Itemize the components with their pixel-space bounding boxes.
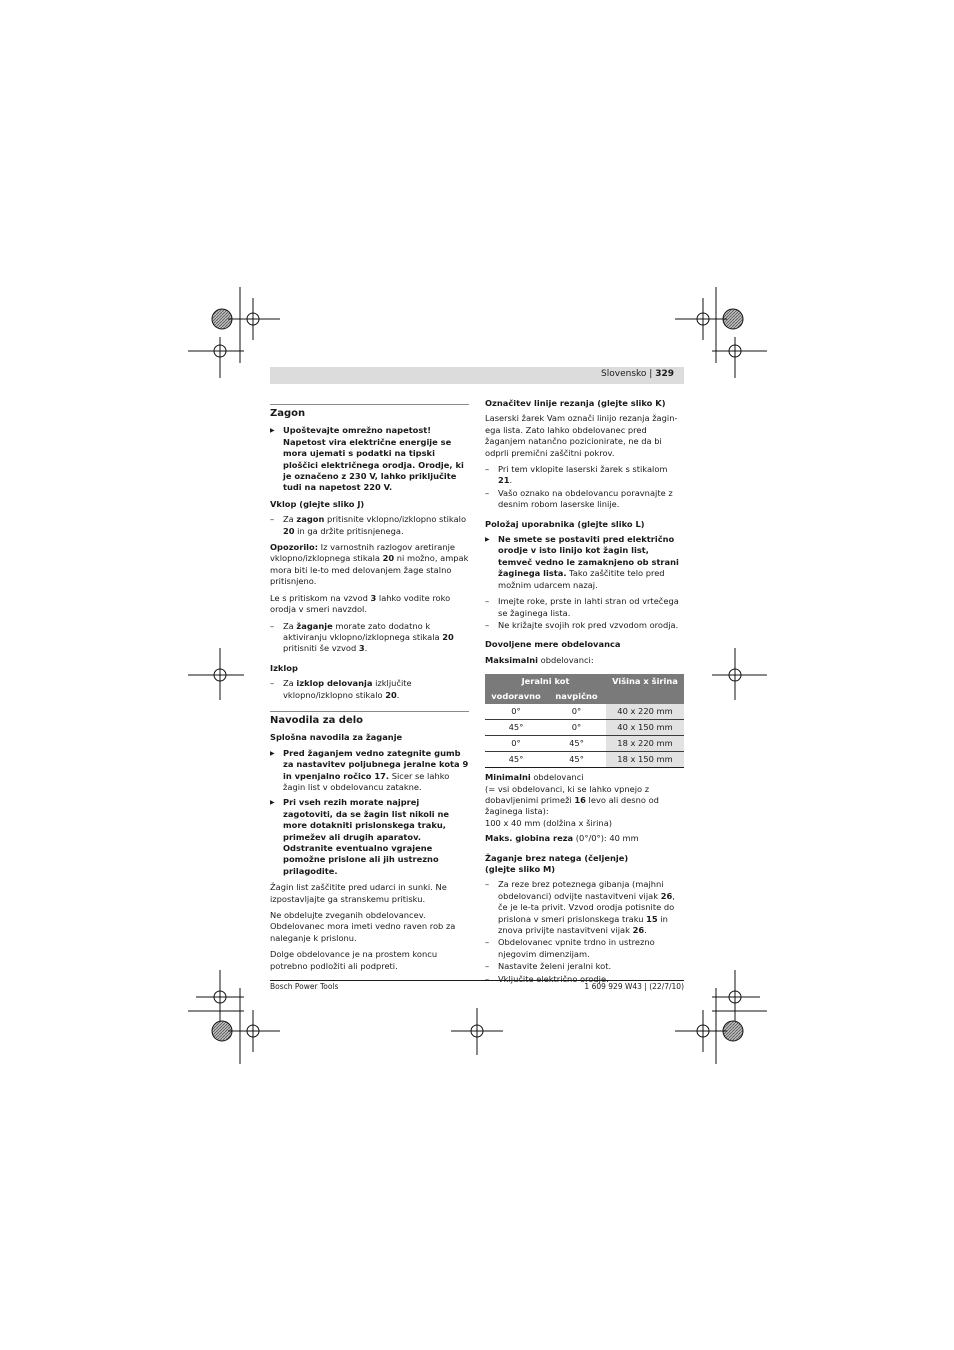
table-subhead-row <box>485 689 684 704</box>
izklop-item: – Za izklop delovanja izključite vklopno/izklopno stikalo 20. <box>270 678 469 701</box>
header-text <box>601 369 674 379</box>
table-head-empty <box>606 689 684 704</box>
vklop-item: – Za zagon pritisnite vklopno/izklopno stikalo 20 in ga držite pritisnjenega. <box>270 514 469 537</box>
table-row <box>485 752 684 768</box>
cell-vertical: 45° <box>547 752 606 768</box>
cell-vertical: 0° <box>547 720 606 736</box>
header-language: Slovensko <box>601 369 647 379</box>
paragraph-dolge: Dolge obdelovance je na prostem koncu potrebno podložiti ali podpreti. <box>270 949 438 971</box>
cell-horizontal: 0° <box>485 736 547 752</box>
warning-voltage: ▶ Upoštevajte omrežno napetost! Napetost vira električne energije se mora ujemati s podatki na tipski ploščici električnega orodja. Orodje, ki je označeno z 230 V, lahko priključite tudi na napetost 220 V. <box>270 425 469 493</box>
table-row <box>485 736 684 752</box>
table-head-row <box>485 674 684 689</box>
cell-size: 18 x 150 mm <box>606 752 684 768</box>
dimensions-table <box>485 674 684 768</box>
dash-kot: – Nastavite želeni jeralni kot. <box>485 961 684 972</box>
zaganje-item: – Za žaganje morate zato dodatno k aktiviranju vklopno/izklopnega stikala 20 pritisniti še vzvod 3. <box>270 621 469 655</box>
dash-laser-on: – Pri tem vklopite laserski žarek s stikalom 21. <box>485 464 684 487</box>
section-title-navodila: Navodila za delo <box>270 711 469 726</box>
page-header <box>270 367 684 384</box>
right-column <box>485 398 684 990</box>
paragraph-zascitite: Žagin list zaščitite pred udarci in sunki. Ne izpostavljajte ga stranskemu pritisku. <box>270 882 447 904</box>
cell-horizontal: 45° <box>485 720 547 736</box>
left-column <box>270 404 469 977</box>
dash-vijak: – Za reze brez poteznega gibanja (majhni obdelovanci) odvijte nastavitveni vijak 26, če je le-ta privit. Vzvod orodja potisnite do prislona v smeri prislonskega traku 15 in znova privijte nastavitveni vijak 26. <box>485 879 684 936</box>
dash-hands: – Imejte roke, prste in lahti stran od vrtečega se žaginega lista. <box>485 596 684 619</box>
footer-brand: Bosch Power Tools <box>270 982 339 991</box>
table-head-size: Višina x širina <box>606 674 684 689</box>
header-separator: | <box>649 369 653 379</box>
cell-size: 18 x 220 mm <box>606 736 684 752</box>
bullet-polozaj: ▶ Ne smete se postaviti pred električno orodje v isto linijo kot žagin list, temveč vedno le zamaknjeno ob strani žaginega lista. Tako zaščitite telo pred možnim udarcem nazaj. <box>485 534 684 591</box>
pritisk-paragraph: Le s pritiskom na vzvod 3 lahko vodite roko orodja v smeri navzdol. <box>270 592 451 615</box>
subtitle-splosna: Splošna navodila za žaganje <box>270 732 403 743</box>
bullet-zategnite: ▶ Pred žaganjem vedno zategnite gumb za nastavitev poljubnega jeralne kota 9 in vpenjalno ročico 17. Sicer se lahko žagin list v obdelovancu zatakne. <box>270 748 469 794</box>
footer-divider <box>270 980 684 981</box>
table-row <box>485 720 684 736</box>
oznacitev-list <box>485 464 684 511</box>
polozaj-dashes <box>485 596 684 631</box>
zaganje-list <box>270 621 469 655</box>
subtitle-izklop: Izklop <box>270 662 298 673</box>
table-head-angle: Jeralni kot <box>485 674 606 689</box>
zagon-warnings <box>270 425 469 493</box>
subtitle-oznacitev: Označitev linije rezanja (glejte sliko K) <box>485 398 666 408</box>
cell-vertical: 45° <box>547 736 606 752</box>
dash-vkljucite: – Vključite električno orodje. <box>485 974 684 985</box>
paragraph-minimalni: Minimalni obdelovanci (= vsi obdelovanci, ki se lahko vpnejo z dobavljenimi primeži 16 levo ali desno od žaginega lista): 100 x 40 mm (dolžina x širina) <box>485 772 659 828</box>
bullet-rezi: ▶ Pri vseh rezih morate najprej zagotoviti, da se žagin list nikoli ne more dotakniti prislonskega traku, primežev ali drugih aparatov. Odstranite eventualno vgrajene pomožne prislone ali jih ustrezno prilagodite. <box>270 797 469 877</box>
cell-size: 40 x 220 mm <box>606 704 684 720</box>
zaganje-brez-list <box>485 879 684 985</box>
paragraph-oznacitev: Laserski žarek Vam označi linijo rezanja žaginega lista. Zato lahko obdelovanec pred žaganjem natančno pozicionirate, ne da bi odprli premični zaščitni pokrov. <box>485 413 678 458</box>
dash-align: – Vašo oznako na obdelovancu poravnajte z desnim robom laserske linije. <box>485 488 684 511</box>
dash-vpnite: – Obdelovanec vpnite trdno in ustrezno njegovim dimenzijam. <box>485 937 684 960</box>
dash-arms: – Ne križajte svojih rok pred vzvodom orodja. <box>485 620 684 631</box>
subtitle-vklop: Vklop (glejte sliko J) <box>270 498 365 509</box>
table-head-horizontal: vodoravno <box>485 689 547 704</box>
splosna-bullets <box>270 748 469 877</box>
izklop-list <box>270 678 469 701</box>
subtitle-zaganje-brez: Žaganje brez nategа (čeljenje) (glejte sliko M) <box>485 852 629 874</box>
page-number: 329 <box>655 369 674 379</box>
paragraph-maksimalni: Maksimalni obdelovanci: <box>485 654 594 665</box>
paragraph-globina: Maks. globina reza (0°/0°): 40 mm <box>485 833 639 844</box>
subtitle-dovoljene: Dovoljene mere obdelovanca <box>485 639 621 650</box>
table-row <box>485 704 684 720</box>
section-title-zagon: Zagon <box>270 404 469 419</box>
vklop-list <box>270 514 469 537</box>
cell-size: 40 x 150 mm <box>606 720 684 736</box>
subtitle-polozaj: Položaj uporabnika (glejte sliko L) <box>485 518 645 529</box>
table-head-vertical: navpično <box>547 689 606 704</box>
cell-vertical: 0° <box>547 704 606 720</box>
footer-code: 1 609 929 W43 | (22/7/10) <box>584 982 684 991</box>
cell-horizontal: 45° <box>485 752 547 768</box>
paragraph-zveganih: Ne obdelujte zveganih obdelovancev. Obdelovanec mora imeti vedno raven rob za naleganje k prislonu. <box>270 910 456 943</box>
cell-horizontal: 0° <box>485 704 547 720</box>
polozaj-bullets <box>485 534 684 591</box>
opozorilo-paragraph: Opozorilo: Iz varnostnih razlogov aretiranje vklopno/izklopnega stikala 20 ni možno, ampak mora biti le-to med delovanjem žage stalno pritisnjeno. <box>270 542 469 587</box>
